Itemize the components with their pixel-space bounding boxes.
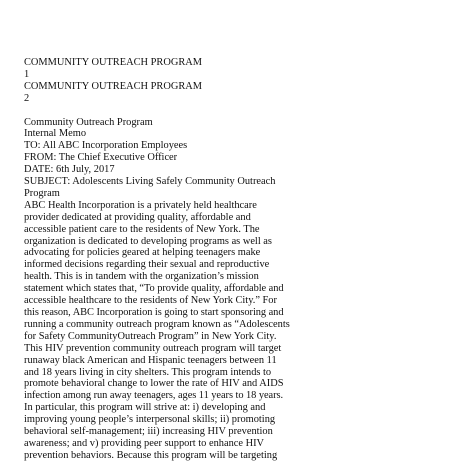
body-line: advocating for policies geared at helping teenagers make xyxy=(24,247,261,259)
body-line: provider dedicated at providing quality, affordable and xyxy=(24,211,251,223)
body-line: running a community outreach program known as “Adolescents xyxy=(24,318,290,330)
page-number-1: 1 xyxy=(24,68,30,80)
body-line: accessible healthcare to the residents of New York City.” For xyxy=(24,295,277,307)
body-line: improving young people’s interpersonal skills; ii) promoting xyxy=(24,414,276,426)
running-title-1: COMMUNITY OUTREACH PROGRAM xyxy=(24,57,203,68)
body-line: statement which states that, “To provide quality, affordable and xyxy=(24,283,284,295)
body-line: promote behavioral change to lower the rate of HIV and AIDS xyxy=(24,378,284,390)
body-line: awareness; and v) providing peer support to enhance HIV xyxy=(24,437,265,449)
body-line: prevention behaviors. Because this program will be targeting xyxy=(24,449,278,461)
memo-to: TO: All ABC Incorporation Employees xyxy=(24,140,188,152)
body-line: In particular, this program will strive at: i) developing and xyxy=(24,402,266,414)
body-line: and 18 years living in city shelters. This program intends to xyxy=(24,366,272,378)
body-line: informed decisions regarding their sexual and reproductive xyxy=(24,259,270,271)
body-line: for Safety CommunityOutreach Program” in New York City. xyxy=(24,330,277,342)
body-line: behavioral self-management; iii) increasing HIV prevention xyxy=(24,426,273,438)
memo-from: FROM: The Chief Executive Officer xyxy=(24,152,178,164)
memo-type: Internal Memo xyxy=(24,128,87,140)
memo-subject-line-2: Program xyxy=(24,187,60,199)
body-line: This HIV prevention community outreach program will target xyxy=(24,342,282,354)
body-line: organization is dedicated to developing programs as well as xyxy=(24,235,272,247)
body-line: this reason, ABC Incorporation is going to start sponsoring and xyxy=(24,307,284,319)
body-line: ABC Health Incorporation is a privately held healthcare xyxy=(24,199,257,211)
page-number-2: 2 xyxy=(24,92,30,104)
body-line: runaway black American and Hispanic teenagers between 11 xyxy=(24,354,277,366)
body-line: accessible patient care to the residents of New York. The xyxy=(24,223,260,235)
memo-document xyxy=(24,57,440,462)
running-title-2: COMMUNITY OUTREACH PROGRAM xyxy=(24,80,203,92)
body-line: health. This is in tandem with the organization’s mission xyxy=(24,271,259,283)
body-line: infection among run away teenagers, ages 11 years to 18 years. xyxy=(24,390,284,402)
memo-date: DATE: 6th July, 2017 xyxy=(24,164,115,176)
program-name: Community Outreach Program xyxy=(24,116,153,128)
spacer xyxy=(24,105,440,117)
memo-subject-line-1: SUBJECT: Adolescents Living Safely Community Outreach xyxy=(24,176,276,188)
